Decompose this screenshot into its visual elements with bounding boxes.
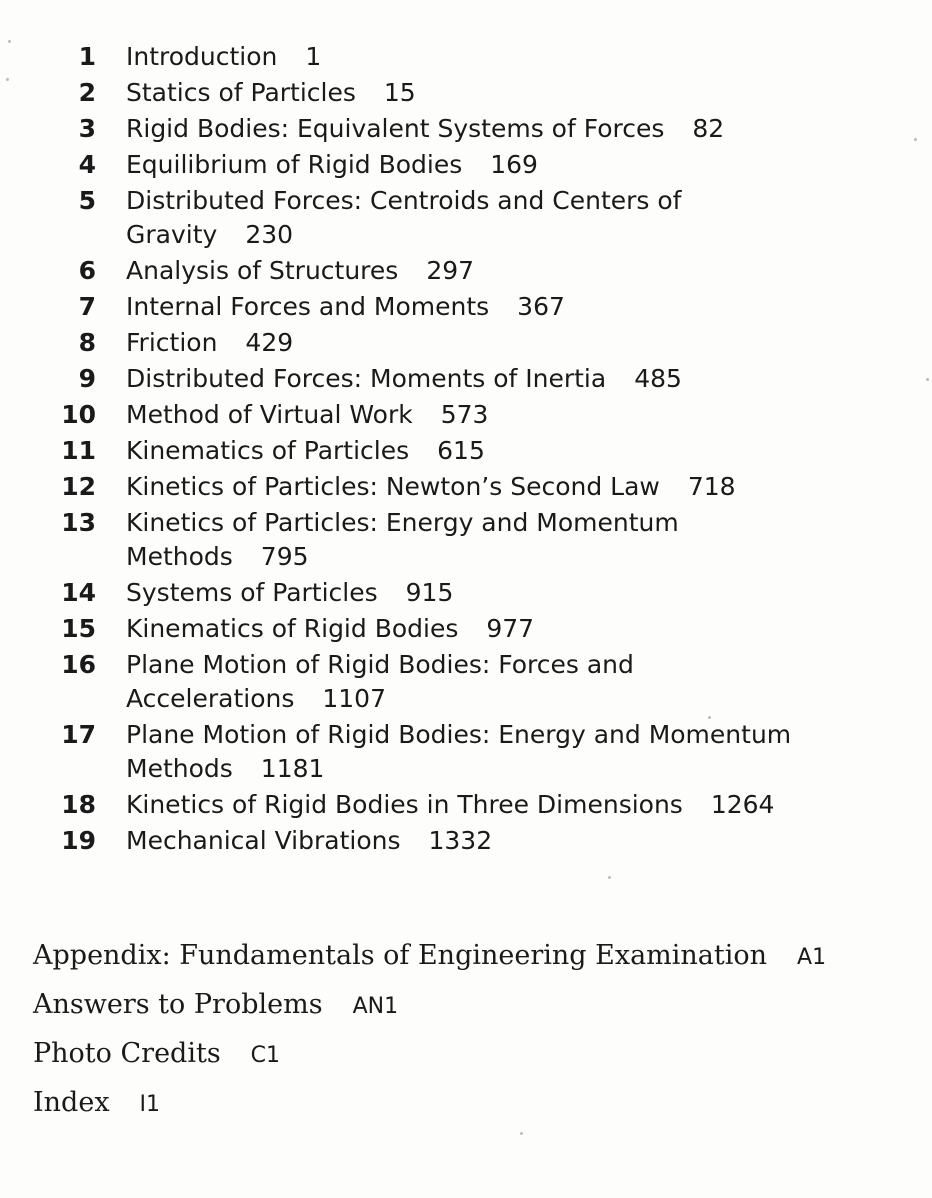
chapter-page: 367 [517, 292, 565, 321]
chapter-page: 1181 [260, 754, 325, 783]
chapter-entry [0, 434, 932, 468]
chapter-text [126, 362, 826, 396]
chapter-text [126, 470, 826, 504]
chapter-number: 17 [61, 720, 96, 749]
chapter-title: Introduction [126, 42, 278, 71]
chapter-title: Analysis of Structures [126, 256, 399, 285]
chapter-number: 4 [78, 150, 96, 179]
scan-speck [520, 1132, 523, 1135]
chapter-text [126, 718, 826, 786]
chapter-page: 977 [486, 614, 535, 643]
chapter-list [0, 40, 932, 860]
back-matter-title: Index [33, 1087, 110, 1118]
chapter-page: 485 [634, 364, 682, 393]
chapter-page: 230 [245, 220, 294, 249]
chapter-title: Kinematics of Particles [126, 436, 410, 465]
chapter-entry [0, 148, 932, 182]
chapter-text [126, 184, 726, 252]
chapter-page: 795 [260, 542, 309, 571]
chapter-entry [0, 398, 932, 432]
chapter-title: Method of Virtual Work [126, 400, 413, 429]
chapter-title: Internal Forces and Moments [126, 292, 490, 321]
chapter-page: 1 [305, 42, 322, 71]
chapter-page: 297 [426, 256, 475, 285]
chapter-title: Statics of Particles [126, 78, 356, 107]
chapter-text [126, 824, 826, 858]
chapter-entry [0, 612, 932, 646]
chapter-page: 82 [692, 114, 725, 143]
chapter-number: 12 [61, 472, 96, 501]
chapter-text [126, 434, 826, 468]
back-matter-entry [33, 1085, 913, 1123]
chapter-text [126, 398, 826, 432]
chapter-number: 6 [78, 256, 96, 285]
scan-speck [926, 378, 929, 381]
chapter-number: 8 [78, 328, 96, 357]
chapter-entry [0, 112, 932, 146]
chapter-page: 15 [383, 78, 416, 107]
chapter-title: Systems of Particles [126, 578, 378, 607]
chapter-number: 10 [61, 400, 96, 429]
back-matter-list [33, 938, 913, 1134]
chapter-number: 18 [61, 790, 96, 819]
chapter-text [126, 290, 826, 324]
scan-speck [8, 40, 11, 43]
chapter-page: 169 [490, 150, 538, 179]
chapter-page: 573 [440, 400, 489, 429]
chapter-title: Kinetics of Rigid Bodies in Three Dimensions [126, 790, 683, 819]
chapter-page: 615 [437, 436, 485, 465]
back-matter-page: AN1 [352, 994, 399, 1019]
chapter-text [126, 326, 826, 360]
chapter-text [126, 254, 826, 288]
chapter-title: Distributed Forces: Centroids and Centers of Gravity [126, 186, 682, 249]
chapter-title: Friction [126, 328, 218, 357]
chapter-title: Kinematics of Rigid Bodies [126, 614, 459, 643]
chapter-number: 19 [61, 826, 96, 855]
back-matter-page: C1 [250, 1043, 281, 1068]
chapter-title: Kinetics of Particles: Newton’s Second Law [126, 472, 660, 501]
back-matter-page: A1 [797, 945, 827, 970]
back-matter-entry [33, 987, 913, 1025]
chapter-number: 3 [78, 114, 96, 143]
chapter-number: 5 [78, 186, 96, 215]
chapter-text [126, 506, 746, 574]
chapter-page: 718 [687, 472, 736, 501]
chapter-entry [0, 576, 932, 610]
chapter-number: 16 [61, 650, 96, 679]
chapter-entry [0, 184, 932, 252]
chapter-entry [0, 824, 932, 858]
chapter-page: 1264 [710, 790, 775, 819]
chapter-entry [0, 362, 932, 396]
back-matter-entry [33, 938, 913, 976]
chapter-number: 7 [78, 292, 96, 321]
scan-speck [608, 876, 611, 879]
chapter-title: Rigid Bodies: Equivalent Systems of Forces [126, 114, 665, 143]
chapter-page: 429 [245, 328, 294, 357]
chapter-entry [0, 470, 932, 504]
chapter-entry [0, 254, 932, 288]
chapter-text [126, 112, 826, 146]
chapter-text [126, 148, 826, 182]
chapter-title: Distributed Forces: Moments of Inertia [126, 364, 607, 393]
chapter-text [126, 612, 826, 646]
chapter-number: 13 [61, 508, 96, 537]
back-matter-title: Appendix: Fundamentals of Engineering Examination [33, 940, 768, 971]
chapter-title: Kinetics of Particles: Energy and Momentum Methods [126, 508, 679, 571]
chapter-page: 915 [405, 578, 454, 607]
chapter-entry [0, 40, 932, 74]
chapter-number: 14 [61, 578, 96, 607]
chapter-number: 15 [61, 614, 96, 643]
chapter-title: Plane Motion of Rigid Bodies: Forces and Accelerations [126, 650, 634, 713]
scan-speck [6, 78, 9, 81]
back-matter-title: Answers to Problems [33, 989, 323, 1020]
chapter-title: Equilibrium of Rigid Bodies [126, 150, 463, 179]
back-matter-entry [33, 1036, 913, 1074]
chapter-entry [0, 718, 932, 786]
chapter-number: 9 [78, 364, 96, 393]
chapter-text [126, 76, 826, 110]
chapter-text [126, 576, 826, 610]
chapter-title: Plane Motion of Rigid Bodies: Energy and Momentum Methods [126, 720, 792, 783]
chapter-entry [0, 788, 932, 822]
chapter-entry [0, 290, 932, 324]
chapter-entry [0, 648, 932, 716]
chapter-text [126, 40, 826, 74]
scan-speck [914, 138, 917, 141]
chapter-entry [0, 506, 932, 574]
chapter-number: 11 [61, 436, 96, 465]
chapter-text [126, 788, 826, 822]
chapter-page: 1332 [428, 826, 493, 855]
chapter-text [126, 648, 706, 716]
chapter-entry [0, 326, 932, 360]
chapter-entry [0, 76, 932, 110]
chapter-title: Mechanical Vibrations [126, 826, 401, 855]
chapter-page: 1107 [322, 684, 386, 713]
back-matter-title: Photo Credits [33, 1038, 221, 1069]
back-matter-page: I1 [139, 1092, 161, 1117]
chapter-number: 2 [78, 78, 96, 107]
scan-speck [708, 716, 711, 719]
chapter-number: 1 [78, 42, 96, 71]
